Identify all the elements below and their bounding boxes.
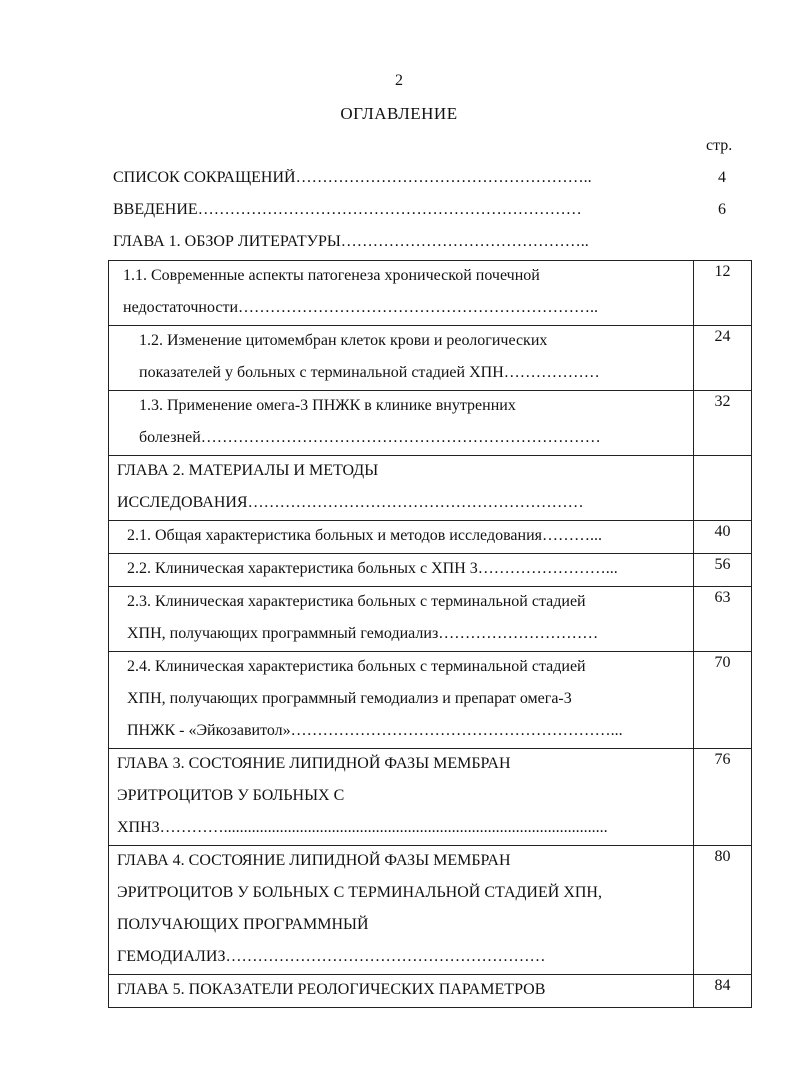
toc-title: ОГЛАВЛЕНИЕ (340, 104, 458, 123)
page-number-cell: 84 (694, 975, 752, 1008)
entry-line: ЭРИТРОЦИТОВ У БОЛЬНЫХ С ТЕРМИНАЛЬНОЙ СТАДИЕЙ ХПН, (117, 884, 602, 901)
table-row (109, 326, 752, 391)
entry-line: 2.4. Клиническая характеристика больных с терминальной стадией (127, 658, 586, 675)
page-number-cell: 12 (694, 261, 752, 326)
entry-line: ПОЛУЧАЮЩИХ ПРОГРАММНЫЙ (117, 916, 369, 933)
page-number-cell: 56 (694, 554, 752, 587)
entry-line: ХПН3…………................................................................................................ (117, 819, 608, 836)
toc-entry-1-3 (109, 391, 694, 456)
toc-entry-2-1 (109, 521, 694, 554)
table-row (109, 975, 752, 1008)
page-number-cell: 24 (694, 326, 752, 391)
toc-entry-chapter-2 (109, 456, 694, 521)
toc-page-abbreviations: 4 (718, 169, 726, 186)
entry-line: 2.2. Клиническая характеристика больных с ХПН 3……………………... (127, 560, 618, 577)
table-row (109, 846, 752, 975)
page-column-label: стр. (706, 137, 733, 154)
toc-page-introduction: 6 (718, 201, 726, 218)
page-number-cell (694, 456, 752, 521)
page-number-cell: 70 (694, 652, 752, 749)
table-row (109, 456, 752, 521)
toc-entry-chapter-1: ГЛАВА 1. ОБЗОР ЛИТЕРАТУРЫ……………………………………….. (113, 233, 589, 250)
table-row (109, 261, 752, 326)
table-row (109, 554, 752, 587)
entry-line: ГЕМОДИАЛИЗ…………………………………………………… (117, 948, 546, 965)
toc-entry-chapter-4 (109, 846, 694, 975)
toc-entry-2-2 (109, 554, 694, 587)
entry-line: 1.2. Изменение цитомембран клеток крови и реологических (139, 332, 548, 349)
entry-line: ГЛАВА 4. СОСТОЯНИЕ ЛИПИДНОЙ ФАЗЫ МЕМБРАН (117, 852, 511, 869)
toc-entry-1-2 (109, 326, 694, 391)
entry-line: ИССЛЕДОВАНИЯ……………………………………………………… (117, 494, 584, 511)
entry-line: ЭРИТРОЦИТОВ У БОЛЬНЫХ С (117, 787, 345, 804)
entry-line: болезней………………………………………………………………… (139, 429, 601, 446)
page-number-cell: 32 (694, 391, 752, 456)
page-number-cell: 80 (694, 846, 752, 975)
toc-entry-chapter-5 (109, 975, 694, 1008)
page-number: 2 (395, 72, 403, 89)
table-row (109, 391, 752, 456)
toc-entry-1-1 (109, 261, 694, 326)
toc-entry-2-3 (109, 587, 694, 652)
entry-line: ПНЖК - «Эйкозавитол»……………………………………………………... (127, 722, 623, 739)
toc-entry-abbreviations: СПИСОК СОКРАЩЕНИЙ……………………………………………….. (113, 169, 592, 186)
table-row (109, 587, 752, 652)
toc-entry-2-4 (109, 652, 694, 749)
entry-line: ХПН, получающих программный гемодиализ………………………… (127, 625, 599, 642)
entry-line: показателей у больных с терминальной стадией ХПН……………… (139, 364, 600, 381)
page-number-cell: 40 (694, 521, 752, 554)
entry-line: 2.1. Общая характеристика больных и методов исследования………... (127, 527, 603, 544)
entry-line: ХПН, получающих программный гемодиализ и препарат омега-3 (127, 690, 572, 707)
table-row (109, 749, 752, 846)
entry-line: ГЛАВА 5. ПОКАЗАТЕЛИ РЕОЛОГИЧЕСКИХ ПАРАМЕТРОВ (117, 981, 546, 998)
table-row (109, 652, 752, 749)
entry-line: 2.3. Клиническая характеристика больных с терминальной стадией (127, 593, 586, 610)
toc-table (108, 260, 752, 1008)
toc-entry-chapter-3 (109, 749, 694, 846)
entry-line: ГЛАВА 3. СОСТОЯНИЕ ЛИПИДНОЙ ФАЗЫ МЕМБРАН (117, 755, 511, 772)
entry-line: ГЛАВА 2. МАТЕРИАЛЫ И МЕТОДЫ (117, 462, 379, 479)
page-number-cell: 63 (694, 587, 752, 652)
table-row (109, 521, 752, 554)
entry-line: 1.3. Применение омега-3 ПНЖК в клинике внутренних (139, 397, 516, 414)
toc-entry-introduction: ВВЕДЕНИЕ……………………………………………………………… (113, 201, 582, 218)
entry-line: 1.1. Современные аспекты патогенеза хронической почечной (123, 267, 540, 284)
entry-line: недостаточности………………………………………………………….. (123, 299, 598, 316)
page-number-cell: 76 (694, 749, 752, 846)
